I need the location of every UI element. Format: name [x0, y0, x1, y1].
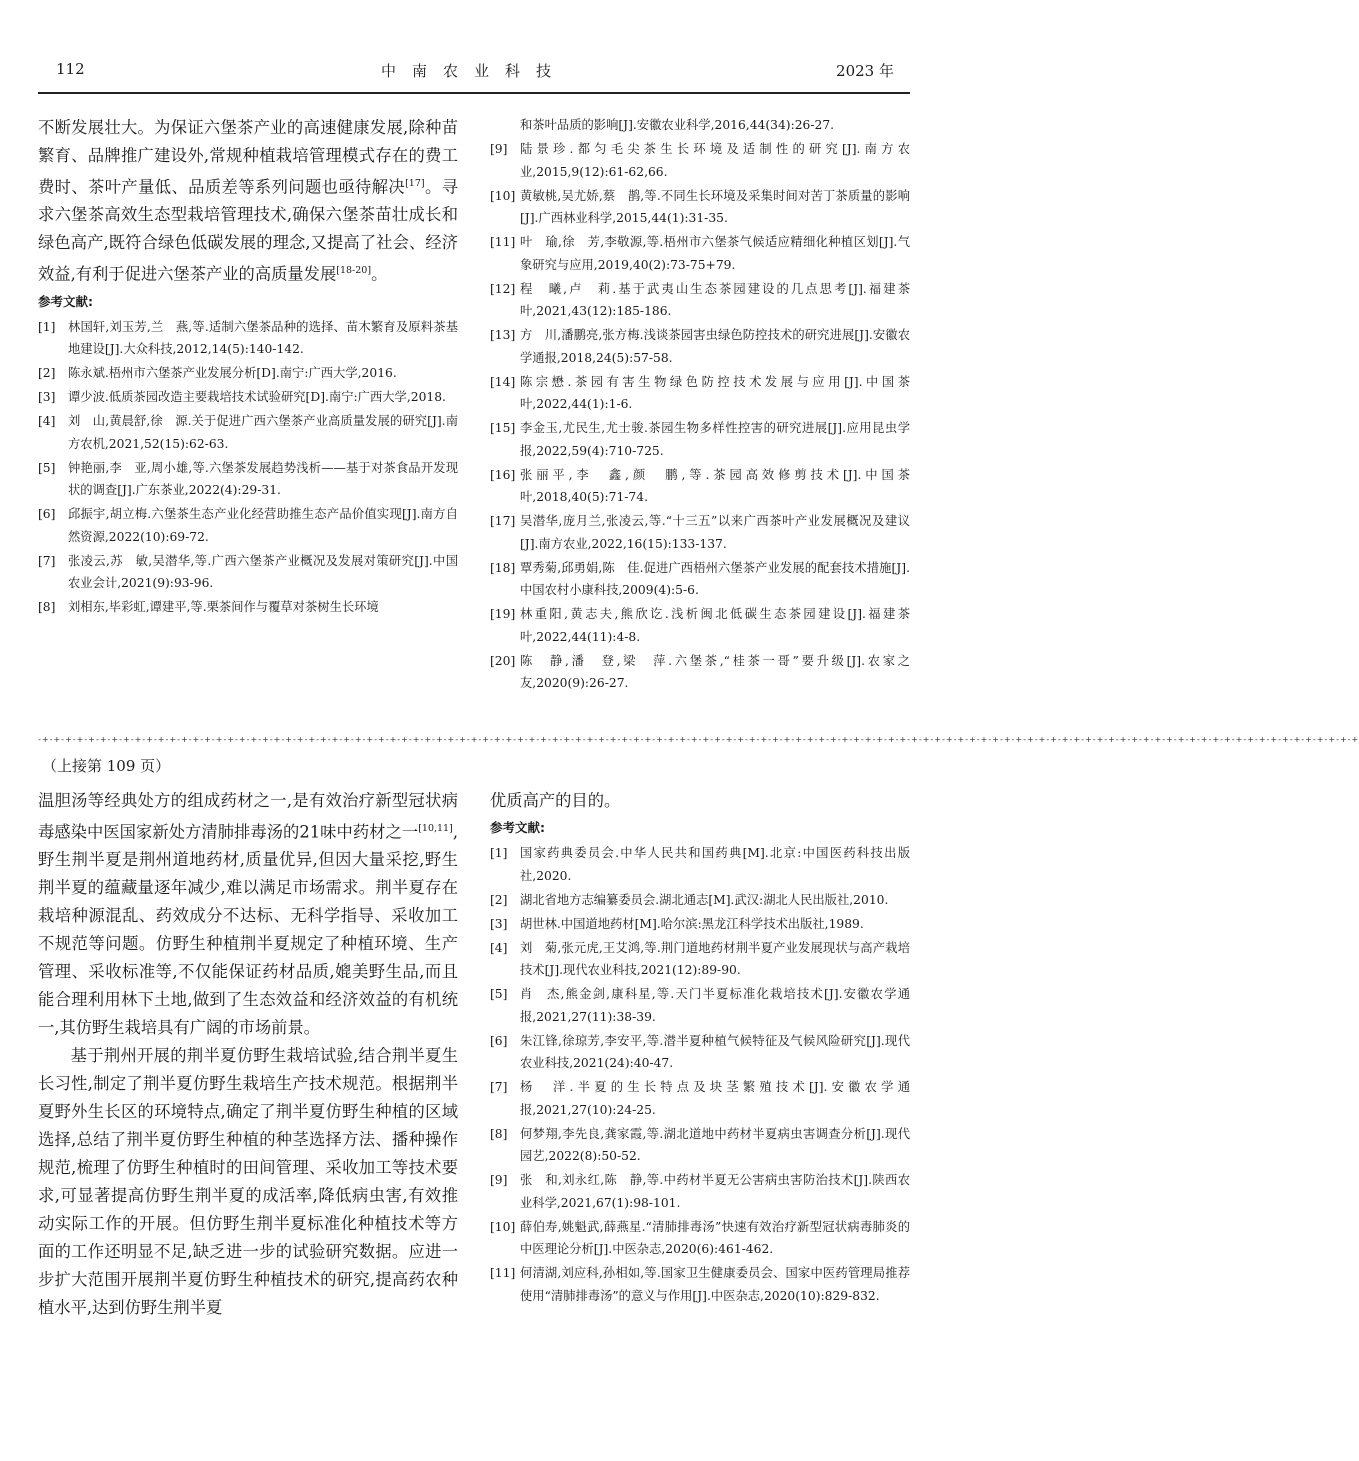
top-left-column — [38, 114, 458, 726]
reference-number: [13] — [490, 328, 516, 342]
top-right-column — [490, 114, 910, 726]
reference-number: [6] — [490, 1033, 508, 1048]
page-number: 112 — [56, 60, 85, 78]
reference-number: [8] — [490, 1126, 508, 1141]
reference-item — [490, 1123, 910, 1168]
reference-item — [490, 278, 910, 323]
header-rule — [38, 92, 910, 94]
reference-text: 薛伯寿,姚魁武,薛燕星.“清肺排毒汤”快速有效治疗新型冠状病毒肺炎的中医理论分析[J].中医杂志,2020(6):461-462. — [520, 1219, 910, 1256]
reference-number: [4] — [490, 940, 508, 955]
reference-number: [3] — [490, 916, 508, 931]
reference-item — [490, 889, 910, 912]
reference-number: [2] — [38, 366, 56, 381]
reference-item — [490, 1262, 910, 1307]
citation: [17] — [405, 178, 425, 189]
reference-text: 杨 洋.半夏的生长特点及块茎繁殖技术[J].安徽农学通报,2021,27(10):24-25. — [520, 1080, 910, 1117]
reference-number: [10] — [490, 188, 516, 203]
reference-item — [490, 913, 910, 936]
reference-number: [1] — [490, 846, 508, 860]
reference-number: [17] — [490, 514, 516, 528]
reference-text: 肖 杰,熊金剑,康科星,等.天门半夏标准化栽培技术[J].安徽农学通报,2021,27(11):38-39. — [520, 987, 910, 1024]
reference-number: [9] — [490, 1173, 508, 1187]
article-separator: -+-+-+-+-+-+-+-+-+-+-+-+-+-+-+-+-+-+-+-+-+-+-+-+-+-+-+-+-+-+-+-+-+-+-+-+-+-+-+-+-+-+-+-+-+-+-+-+-+-+-+-+-+-+-+-+-+-+-+-+-+-+-+-+-+-+-+-+-+-+-+-+-+-+-+-+-+-+-+-+-+-+-+-+-+-+-+-+-+-+-+-+-+-+-+-+-+-+-+-+-+-+-+-+-+-+-+-+-+-+-+-+-+-+ — [38, 735, 1359, 744]
reference-item — [490, 983, 910, 1028]
reference-item — [490, 371, 910, 416]
reference-number: [7] — [38, 553, 56, 568]
reference-item — [490, 1030, 910, 1075]
reference-text: 和茶叶品质的影响[J].安徽农业科学,2016,44(34):26-27. — [520, 118, 835, 132]
reference-text: 钟艳丽,李 亚,周小雄,等.六堡茶发展趋势浅析——基于对茶食品开发现状的调查[J].广东茶业,2022(4):29-31. — [68, 460, 458, 498]
reference-item — [490, 842, 910, 887]
reference-number: [15] — [490, 421, 516, 435]
reference-text: 陈 静,潘 登,梁 萍.六堡茶,“桂茶一哥”要升级[J].农家之友,2020(9):26-27. — [520, 653, 910, 690]
citation: [18-20] — [336, 265, 372, 277]
reference-number: [2] — [490, 892, 508, 907]
reference-text: 李金玉,尤民生,尤士骏.茶园生物多样性控害的研究进展[J].应用昆虫学报,2022,59(4):710-725. — [520, 421, 910, 458]
reference-number: [10] — [490, 1219, 516, 1234]
reference-text: 覃秀菊,邱勇娟,陈 佳.促进广西梧州六堡茶产业发展的配套技术措施[J].中国农村小康科技,2009(4):5-6. — [520, 560, 910, 597]
reference-item — [38, 596, 458, 619]
reference-list — [38, 316, 458, 619]
reference-item — [38, 457, 458, 502]
reference-item — [38, 362, 458, 385]
reference-list — [490, 114, 910, 695]
references-heading: 参考文献: — [490, 820, 545, 835]
reference-text: 陆景珍.都匀毛尖茶生长环境及适制性的研究[J].南方农业,2015,9(12):61-62,66. — [520, 142, 910, 179]
reference-text: 方 川,潘鹏亮,张方梅.浅谈茶园害虫绿色防控技术的研究进展[J].安徽农学通报,2018,24(5):57-58. — [520, 328, 910, 365]
reference-item — [490, 138, 910, 183]
publication-year: 2023 年 — [836, 62, 894, 80]
page-header — [38, 60, 910, 84]
reference-item — [490, 557, 910, 602]
reference-text: 国家药典委员会.中华人民共和国药典[M].北京:中国医药科技出版社,2020. — [520, 846, 910, 883]
reference-text: 谭少波.低质茶园改造主要栽培技术试验研究[D].南宁:广西大学,2018. — [68, 390, 446, 405]
reference-item — [490, 185, 910, 230]
reference-text: 何梦翔,李先良,龚家霞,等.湖北道地中药材半夏病虫害调查分析[J].现代园艺,2022(8):50-52. — [520, 1126, 910, 1163]
body-text: 。 — [371, 264, 388, 284]
reference-number: [14] — [490, 374, 516, 389]
reference-text: 刘 菊,张元虎,王艾鸿,等.荆门道地药材荆半夏产业发展现状与高产栽培技术[J].现代农业科技,2021(12):89-90. — [520, 940, 910, 977]
bottom-body-paragraph — [38, 787, 458, 1042]
references-heading: 参考文献: — [38, 293, 93, 309]
reference-item — [490, 510, 910, 555]
reference-item — [490, 650, 910, 695]
bottom-body-paragraph: 优质高产的目的。 — [490, 791, 621, 810]
reference-number: [12] — [490, 281, 516, 296]
reference-text: 叶 瑜,徐 芳,李敬源,等.梧州市六堡茶气候适应精细化种植区划[J].气象研究与应用,2019,40(2):73-75+79. — [520, 235, 910, 272]
reference-text: 刘 山,黄晨舒,徐 源.关于促进广西六堡茶产业高质量发展的研究[J].南方农机,2021,52(15):62-63. — [68, 414, 458, 451]
reference-text: 胡世林.中国道地药材[M].哈尔滨:黑龙江科学技术出版社,1989. — [520, 916, 864, 931]
reference-text: 林重阳,黄志夫,熊欣讫.浅析闽北低碳生态茶园建设[J].福建茶叶,2022,44(11):4-8. — [520, 607, 910, 644]
reference-text: 张凌云,苏 敏,吴潜华,等.广西六堡茶产业概况及发展对策研究[J].中国农业会计,2021(9):93-96. — [68, 553, 458, 591]
body-text: 温胆汤等经典处方的组成药材之一,是有效治疗新型冠状病毒感染中医国家新处方清肺排毒汤的21味中药材之一 — [38, 791, 458, 842]
reference-item — [490, 417, 910, 462]
reference-item — [490, 231, 910, 276]
reference-number: [3] — [38, 390, 56, 405]
reference-number: [1] — [38, 319, 56, 334]
reference-number: [11] — [490, 235, 516, 249]
reference-item — [38, 503, 458, 548]
reference-text: 张 和,刘永红,陈 静,等.中药材半夏无公害病虫害防治技术[J].陕西农业科学,2021,67(1):98-101. — [520, 1173, 910, 1210]
reference-number: [8] — [38, 600, 56, 615]
reference-item — [38, 316, 458, 361]
reference-item — [490, 1076, 910, 1121]
reference-item — [490, 603, 910, 648]
reference-number: [5] — [38, 460, 56, 475]
body-text: ,野生荆半夏是荆州道地药材,质量优异,但因大量采挖,野生荆半夏的蕴藏量逐年减少,难以满足市场需求。荆半夏存在栽培种源混乱、药效成分不达标、无科学指导、采收加工不规范等问题。仿野生种植荆半夏规定了种植环境、生产管理、采收标准等,不仅能保证药材品质,媲美野生品,而且能合理利用林下土地,做到了生态效益和经济效益的有机统一,其仿野生栽培具有广阔的市场前景。 — [38, 822, 458, 1038]
reference-item — [490, 1216, 910, 1261]
reference-number: [16] — [490, 467, 516, 482]
reference-item — [490, 464, 910, 509]
reference-item — [38, 550, 458, 595]
journal-title: 中南农业科技 — [380, 62, 567, 80]
continued-from-note: （上接第 109 页） — [42, 757, 171, 775]
top-body-paragraph — [38, 114, 458, 289]
reference-item — [490, 114, 910, 137]
reference-item — [490, 937, 910, 982]
reference-text: 邱振宇,胡立梅.六堡茶生态产业化经营助推生态产品价值实现[J].南方自然资源,2022(10):69-72. — [68, 507, 458, 544]
reference-text: 程 曦,卢 莉.基于武夷山生态茶园建设的几点思考[J].福建茶叶,2021,43(12):185-186. — [520, 281, 910, 318]
reference-text: 陈永斌.梧州市六堡茶产业发展分析[D].南宁:广西大学,2016. — [68, 366, 397, 381]
reference-number: [5] — [490, 987, 508, 1001]
reference-text: 吴潜华,庞月兰,张凌云,等.“十三五”以来广西茶叶产业发展概况及建议[J].南方农业,2022,16(15):133-137. — [520, 514, 910, 551]
reference-text: 陈宗懋.茶园有害生物绿色防控技术发展与应用[J].中国茶叶,2022,44(1):1-6. — [520, 374, 910, 411]
reference-list — [490, 842, 910, 1307]
reference-text: 湖北省地方志编纂委员会.湖北通志[M].武汉:湖北人民出版社,2010. — [520, 892, 889, 907]
reference-text: 朱江锋,徐琼芳,李安平,等.潜半夏种植气候特征及气候风险研究[J].现代农业科技,2021(24):40-47. — [520, 1033, 910, 1070]
body-text: 。寻求六堡茶高效生态型栽培管理技术,确保六堡茶苗壮成长和绿色高产,既符合绿色低碳发展的理念,又提高了社会、经济效益,有利于促进六堡茶产业的高质量发展 — [38, 177, 458, 284]
reference-number: [20] — [490, 653, 516, 668]
reference-text: 张丽平,李 鑫,颜 鹏,等.茶园高效修剪技术[J].中国茶叶,2018,40(5):71-74. — [520, 467, 910, 504]
reference-item — [38, 410, 458, 455]
bottom-left-column — [38, 787, 458, 1447]
citation: [10,11] — [418, 823, 453, 834]
reference-text: 刘相东,毕彩虹,谭建平,等.栗茶间作与覆草对茶树生长环境 — [68, 600, 379, 615]
bottom-right-column — [490, 787, 910, 1447]
reference-number: [19] — [490, 607, 516, 621]
reference-number: [11] — [490, 1266, 516, 1280]
reference-item — [490, 324, 910, 369]
reference-number: [18] — [490, 560, 516, 575]
reference-item — [38, 386, 458, 409]
reference-item — [490, 1169, 910, 1214]
reference-number: [6] — [38, 507, 56, 522]
body-text: 不断发展壮大。为保证六堡茶产业的高速健康发展,除种苗繁育、品牌推广建设外,常规种植栽培管理模式存在的费工费时、茶叶产量低、品质差等系列问题也亟待解决 — [38, 118, 458, 197]
reference-text: 黄敏桃,吴尤娇,蔡 鹊,等.不同生长环境及采集时间对苦丁茶质量的影响[J].广西林业科学,2015,44(1):31-35. — [520, 188, 910, 225]
reference-text: 何清湖,刘应科,孙相如,等.国家卫生健康委员会、国家中医药管理局推荐使用“清肺排毒汤”的意义与作用[J].中医杂志,2020(10):829-832. — [520, 1266, 910, 1303]
bottom-body-paragraph: 基于荆州开展的荆半夏仿野生栽培试验,结合荆半夏生长习性,制定了荆半夏仿野生栽培生产技术规范。根据荆半夏野外生长区的环境特点,确定了荆半夏仿野生种植的区域选择,总结了荆半夏仿野生种植的种茎选择方法、播种操作规范,梳理了仿野生种植时的田间管理、采收加工等技术要求,可显著提高仿野生荆半夏的成活率,降低病虫害,有效推动实际工作的开展。但仿野生荆半夏标准化种植技术等方面的工作还明显不足,缺乏进一步的试验研究数据。应进一步扩大范围开展荆半夏仿野生种植技术的研究,提高药农种植水平,达到仿野生荆半夏 — [38, 1046, 458, 1318]
reference-text: 林国轩,刘玉芳,兰 燕,等.适制六堡茶品种的选择、苗木繁育及原料茶基地建设[J].大众科技,2012,14(5):140-142. — [68, 319, 458, 357]
reference-number: [9] — [490, 142, 508, 156]
reference-number: [4] — [38, 414, 56, 429]
reference-number: [7] — [490, 1080, 508, 1094]
